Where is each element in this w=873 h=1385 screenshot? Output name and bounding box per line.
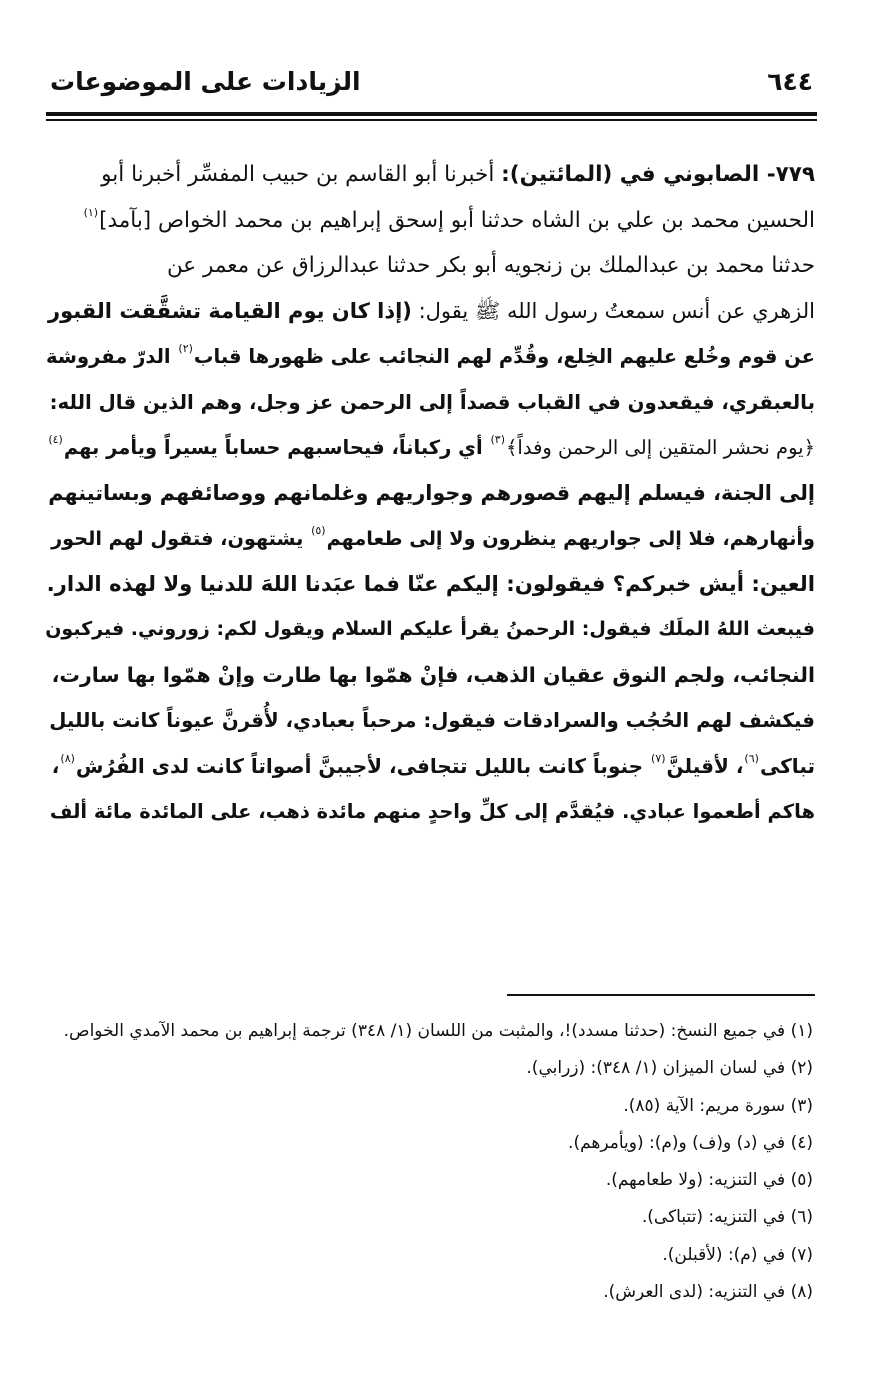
text-line-8: [44, 471, 815, 517]
matn-text: بالعبقري، فيقعدون في القباب قصداً إلى الرحمن عز وجل، وهم الذين قال الله:: [49, 390, 815, 414]
matn-text: يشتهون، فتقول لهم الحور: [51, 527, 311, 550]
source-name: الصابوني في (المائتين):: [501, 162, 767, 187]
footnotes: [44, 1013, 813, 1311]
text-line-12: [44, 653, 815, 699]
matn-text: عن قوم وخُلع عليهم الخِلع، وقُدِّم لهم النجائب على ظهورها قباب: [193, 345, 815, 368]
text-line-3: [44, 243, 815, 289]
book-title: الزيادات على الموضوعات: [50, 67, 361, 96]
footnote-ref-5[interactable]: (٥): [311, 524, 326, 537]
matn-text: النجائب، ولجم النوق عقيان الذهب، فإنْ همّوا بها طارت وإنْ همّوا بها سارت،: [51, 662, 815, 687]
text-line-10: [44, 562, 815, 608]
quran-verse: ﴿يوم نحشر المتقين إلى الرحمن وفداً﴾: [506, 436, 815, 459]
matn-text: وأنهارهم، فلا إلى جواريهم ينظرون ولا إلى طعامهم: [326, 527, 815, 550]
footnote-ref-1[interactable]: (١): [83, 205, 99, 219]
text-line-9: [44, 516, 815, 562]
running-header: [50, 58, 813, 102]
matn-text: ،: [51, 753, 60, 778]
matn-text: (إذا كان يوم القيامة تشقَّقت القبور: [47, 298, 412, 323]
text-line-6: [44, 380, 815, 426]
hadith-text: [44, 152, 815, 835]
matn-text: الدرّ مفروشة: [45, 345, 178, 368]
matn-text: ، لأقيلنَّ: [666, 753, 744, 778]
footnote-1: (١) في جميع النسخ: (حدثنا مسدد)!، والمثبت من اللسان (١/ ٣٤٨) ترجمة إبراهيم بن محمد الآمدي الخواص.: [63, 1021, 813, 1041]
footnote-7: (٧) في (م): (لأقبلن).: [662, 1244, 813, 1265]
footnote-5: (٥) في التنزيه: (ولا طعامهم).: [605, 1170, 813, 1191]
text-line-13: [44, 698, 815, 744]
matn-text: جنوباً كانت بالليل تتجافى، لأجيبنَّ أصواتاً كانت لدى الفُرُش: [75, 753, 651, 778]
header-rule-thick: [46, 112, 817, 116]
footnote-ref-6[interactable]: (٦): [744, 751, 759, 765]
isnad-text: الزهري عن أنس سمعتُ رسول الله ﷺ يقول:: [411, 298, 815, 323]
hadith-number: ٧٧٩-: [766, 162, 815, 187]
text-line-1: [44, 152, 815, 198]
text-line-7: [44, 425, 815, 471]
footnote-3: (٣) سورة مريم: الآية (٨٥).: [623, 1095, 813, 1116]
matn-text: تباكى: [759, 753, 815, 778]
matn-text: فيبعث اللهُ الملَك فيقول: الرحمنُ يقرأ عليكم السلام ويقول لكم: زوروني. فيركبون: [45, 618, 815, 640]
isnad-text: أخبرنا أبو القاسم بن حبيب المفسِّر أخبرنا أبو: [101, 162, 502, 187]
footnote-8: (٨) في التنزيه: (لدى العرش).: [603, 1282, 813, 1303]
isnad-text: الحسين محمد بن علي بن الشاه حدثنا أبو إسحق إبراهيم بن محمد الخواص [بآمد]: [99, 207, 815, 233]
footnote-4: (٤) في (د) و(ف) و(م): (ويأمرهم).: [568, 1132, 813, 1153]
footnote-ref-2[interactable]: (٢): [178, 342, 193, 355]
footnote-ref-4[interactable]: (٤): [48, 433, 63, 446]
matn-text: العين: أيش خبركم؟ فيقولون: إليكم عنّا فما عبَدنا اللهَ للدنيا ولا لهذه الدار.: [46, 571, 815, 597]
text-line-11: [44, 607, 815, 653]
isnad-text: حدثنا محمد بن عبدالملك بن زنجويه أبو بكر حدثنا عبدالرزاق عن معمر عن: [166, 253, 815, 278]
footnote-ref-8[interactable]: (٨): [60, 751, 75, 765]
header-rule-thin: [46, 119, 817, 121]
footnote-separator: [507, 994, 815, 996]
footnote-ref-3[interactable]: (٣): [490, 433, 505, 446]
page-number: ٦٤٤: [767, 67, 813, 96]
text-line-14: [44, 744, 815, 790]
footnote-2: (٢) في لسان الميزان (١/ ٣٤٨): (زرابي).: [526, 1058, 813, 1079]
matn-text: أي ركباناً، فيحاسبهم حساباً يسيراً ويأمر بهم: [63, 436, 490, 459]
footnote-ref-7[interactable]: (٧): [651, 751, 666, 765]
text-line-2: [44, 198, 815, 244]
matn-text: إلى الجنة، فيسلم إليهم قصورهم وجواريهم وغلمانهم ووصائفهم وبساتينهم: [48, 480, 815, 505]
footnote-6: (٦) في التنزيه: (تتباكى).: [641, 1207, 813, 1228]
text-line-15: [44, 789, 815, 835]
text-line-5: [44, 334, 815, 380]
matn-text: فيكشف لهم الحُجُب والسرادقات فيقول: مرحباً بعبادي، لأُقرنَّ عيوناً كانت بالليل: [49, 709, 815, 732]
text-line-4: [44, 289, 815, 335]
matn-text: هاكم أطعموا عبادي. فيُقدَّم إلى كلِّ واحدٍ منهم مائدة ذهب، على المائدة مائة ألف: [49, 800, 815, 823]
